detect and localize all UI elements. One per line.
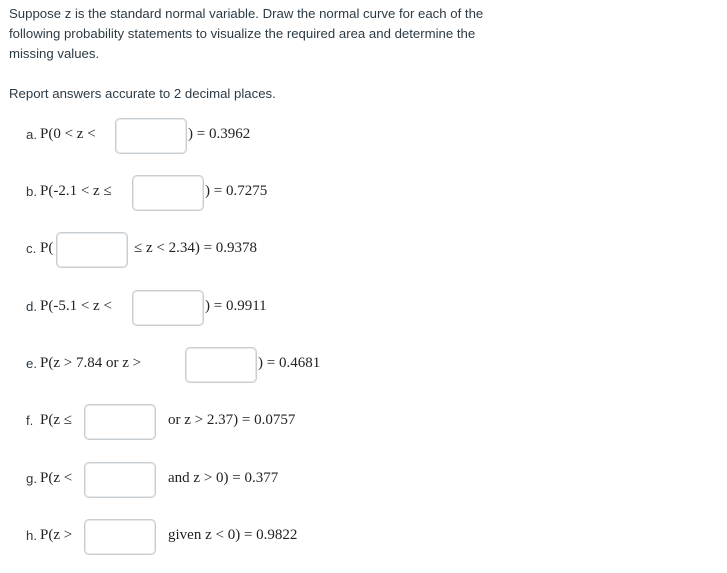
question-rhs: ≤ z < 2.34) = 0.9378 (134, 240, 258, 256)
answer-input[interactable] (84, 462, 156, 498)
question-label: f. (26, 413, 34, 428)
answer-input[interactable] (132, 175, 204, 211)
answer-input[interactable] (115, 118, 187, 154)
question-lhs: P(z ≤ (40, 412, 72, 428)
question-lhs: P( (40, 240, 54, 256)
question-rhs: ) = 0.3962 (188, 126, 251, 142)
question-label: b. (26, 184, 37, 199)
question-label: a. (26, 127, 37, 142)
question-rhs: and z > 0) = 0.377 (168, 470, 279, 486)
question-rhs: ) = 0.9911 (205, 298, 267, 314)
question-rhs: ) = 0.7275 (205, 183, 268, 199)
answer-input[interactable] (132, 290, 204, 326)
question-lhs: P(z > (40, 527, 73, 543)
question-label: h. (26, 528, 37, 543)
question-rhs: given z < 0) = 0.9822 (168, 527, 298, 543)
question-label: e. (26, 356, 37, 371)
question-lhs: P(z < (40, 470, 73, 486)
question-label: g. (26, 471, 37, 486)
question-lhs: P(-2.1 < z ≤ (40, 183, 112, 199)
question-rhs: or z > 2.37) = 0.0757 (168, 412, 296, 428)
question-lhs: P(0 < z < (40, 126, 96, 142)
question-lhs: P(-5.1 < z < (40, 298, 112, 314)
answer-input[interactable] (185, 347, 257, 383)
question-label: d. (26, 299, 37, 314)
problem-intro: Suppose z is the standard normal variable. Draw the normal curve for each of the following probability statements to visualize the required area and determine the missing values. (9, 6, 484, 61)
question-rhs: ) = 0.4681 (258, 355, 321, 371)
answer-input[interactable] (84, 519, 156, 555)
rounding-instructions: Report answers accurate to 2 decimal places. (9, 86, 276, 101)
answer-input[interactable] (84, 404, 156, 440)
question-lhs: P(z > 7.84 or z > (40, 355, 142, 371)
question-label: c. (26, 241, 37, 256)
answer-input[interactable] (56, 232, 128, 268)
